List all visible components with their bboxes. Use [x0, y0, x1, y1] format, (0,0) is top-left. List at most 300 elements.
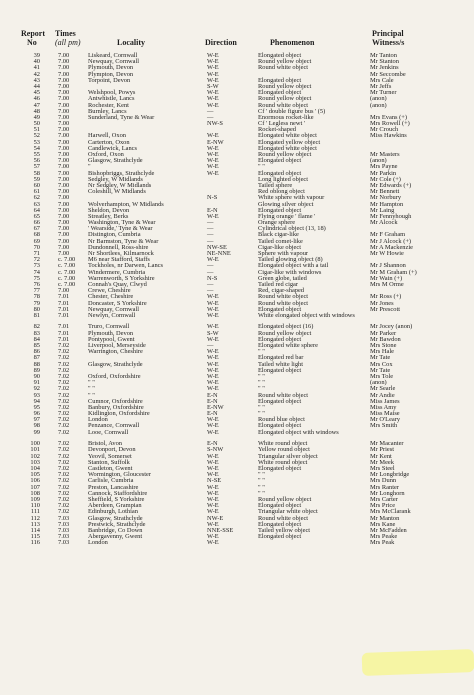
- report-locality: Carterton, Oxon: [88, 138, 130, 146]
- report-direction: —: [207, 262, 214, 270]
- report-phenomenon: " ": [258, 410, 265, 418]
- report-phenomenon: " ": [258, 489, 265, 497]
- report-direction: —: [207, 107, 214, 115]
- report-time: 7.02: [58, 403, 70, 411]
- report-locality: Welshpool, Powys: [88, 89, 136, 97]
- report-time: 7.02: [58, 391, 70, 399]
- report-witness: Mr A Mackenzie: [370, 243, 413, 251]
- report-number: 66: [33, 219, 40, 227]
- report-number: 89: [33, 366, 40, 374]
- report-locality: Warrenworth, S Yorkshire: [88, 274, 155, 282]
- report-direction: W-E: [207, 428, 219, 436]
- report-phenomenon: Triangular silver object: [258, 452, 318, 460]
- report-witness: Mr Parker: [370, 329, 397, 337]
- report-witness: Mr Searle: [370, 385, 396, 393]
- report-phenomenon: Elongated object: [258, 305, 302, 313]
- report-locality: Distington, Cumbria: [88, 231, 141, 239]
- report-time: 7.02: [58, 372, 70, 380]
- report-number: 105: [30, 471, 40, 479]
- report-direction: E-N: [207, 206, 218, 214]
- report-time: 7.02: [58, 422, 70, 430]
- report-direction: E-N: [207, 410, 218, 418]
- report-witness: Miss Hawkins: [370, 132, 407, 140]
- report-number: 44: [33, 82, 40, 90]
- report-direction: W-E: [207, 452, 219, 460]
- report-direction: W-E: [207, 483, 219, 491]
- report-number: 41: [33, 64, 40, 72]
- report-direction: W-E: [207, 163, 219, 171]
- report-witness: Mrs Stone: [370, 342, 397, 350]
- report-time: 7.02: [58, 354, 70, 362]
- report-locality: Harwell, Oxon: [88, 132, 126, 140]
- report-direction: —: [207, 237, 214, 245]
- report-phenomenon: " ": [258, 379, 265, 387]
- report-time: 7.00: [58, 138, 70, 146]
- report-locality: Burnley, Lancs: [88, 107, 127, 115]
- report-number: 92: [33, 385, 40, 393]
- report-time: 7.01: [58, 323, 70, 331]
- report-number: 69: [33, 237, 40, 245]
- report-time: 7.00: [58, 237, 70, 245]
- report-time: 7.02: [58, 440, 70, 448]
- report-witness: Mrs Kane: [370, 520, 396, 528]
- report-direction: S-NW: [207, 446, 224, 454]
- header-witness: Witness/s: [372, 38, 405, 47]
- report-locality: Nr Barmston, Tyne & Wear: [88, 237, 159, 245]
- report-direction: W-E: [207, 533, 219, 541]
- report-number: 64: [33, 206, 40, 214]
- report-locality: Wolverhampton, W Midlands: [88, 200, 164, 208]
- report-phenomenon: Tailed glowing object (8): [258, 256, 323, 264]
- report-direction: W-E: [207, 64, 219, 72]
- report-witness: Mr Turner: [370, 89, 397, 97]
- report-locality: Aberdeen, Grampian: [88, 502, 142, 510]
- report-phenomenon: Cylindrical object (13, 18): [258, 225, 326, 233]
- report-witness: Mr Cole (+): [370, 175, 401, 183]
- report-direction: E-N: [207, 397, 218, 405]
- report-time: 7.00: [58, 157, 70, 165]
- report-direction: W-E: [207, 101, 219, 109]
- report-time: 7.01: [58, 305, 70, 313]
- report-locality: Truro, Cornwall: [88, 323, 130, 331]
- report-phenomenon: Round white object: [258, 514, 309, 522]
- report-locality: Cumnor, Oxfordshire: [88, 397, 143, 405]
- report-phenomenon: Flying orange ' flame ': [258, 212, 316, 220]
- report-number: 61: [33, 188, 40, 196]
- report-locality: " ": [88, 379, 95, 387]
- report-phenomenon: White sphere with vapour: [258, 194, 325, 202]
- report-witness: Mr Masters: [370, 151, 400, 158]
- highlighter-mark: [362, 649, 474, 676]
- report-witness: Mr Manton: [370, 514, 400, 522]
- report-witness: Mrs McClarank: [370, 508, 411, 516]
- report-time: 7.02: [58, 397, 70, 405]
- report-number: 93: [33, 391, 40, 399]
- report-phenomenon: " ": [258, 348, 265, 356]
- report-time: 7.02: [58, 471, 70, 479]
- report-time: 7.03: [58, 520, 70, 528]
- report-locality: Glasgow, Strathclyde: [88, 157, 143, 165]
- report-number: 54: [33, 144, 40, 152]
- report-phenomenon: Cf ' Legless newt ': [258, 120, 306, 128]
- report-locality: Newquay, Cornwall: [88, 58, 140, 66]
- report-number: 77: [33, 287, 40, 295]
- report-number: 40: [33, 58, 40, 66]
- report-time: 7.00: [58, 194, 70, 202]
- report-witness: (anon): [370, 95, 387, 103]
- header-times: Times: [55, 29, 76, 38]
- report-number: 46: [33, 95, 40, 103]
- report-direction: —: [207, 287, 214, 295]
- report-direction: NW-E: [207, 514, 224, 522]
- report-witness: Mr W Howie: [370, 250, 404, 257]
- report-phenomenon: Elongated white object: [258, 144, 317, 152]
- report-number: 96: [33, 410, 40, 418]
- report-number: 55: [33, 151, 40, 158]
- report-time: 7.00: [58, 169, 70, 177]
- report-number: 76: [33, 280, 40, 288]
- report-witness: Mr J Shannon: [370, 262, 406, 270]
- report-locality: Crewe, Cheshire: [88, 287, 131, 295]
- report-phenomenon: Round white object: [258, 391, 309, 399]
- report-time: 7.00: [58, 200, 70, 208]
- report-time: 7.03: [58, 539, 70, 547]
- report-time: 7.02: [58, 458, 70, 466]
- report-number: 109: [30, 495, 40, 503]
- report-phenomenon: Elongated white object: [258, 132, 317, 140]
- report-phenomenon: Long lighted object: [258, 175, 309, 183]
- report-time: 7.00: [58, 70, 70, 78]
- header-all-pm: (all pm): [55, 38, 81, 47]
- report-phenomenon: Elongated object: [258, 157, 302, 165]
- report-number: 50: [33, 120, 40, 128]
- report-witness: Mrs Evans (+): [370, 113, 407, 121]
- report-phenomenon: Elongated object: [258, 366, 302, 374]
- report-phenomenon: Elongated red bar: [258, 354, 304, 362]
- report-direction: S-W: [207, 329, 219, 337]
- report-witness: Mr Bawdon: [370, 335, 401, 343]
- report-direction: —: [207, 219, 214, 227]
- report-number: 108: [30, 489, 40, 497]
- report-direction: W-E: [207, 416, 219, 424]
- report-number: 73: [33, 262, 40, 270]
- report-number: 58: [33, 169, 40, 177]
- report-witness: Mrs Cale: [370, 76, 394, 84]
- report-phenomenon: Yellow round object: [258, 446, 310, 454]
- report-number: 56: [33, 157, 40, 165]
- report-phenomenon: " ": [258, 471, 265, 479]
- report-number: 102: [30, 452, 40, 460]
- report-number: 112: [30, 514, 40, 522]
- report-direction: —: [207, 342, 214, 350]
- report-time: 7.02: [58, 385, 70, 393]
- report-direction: W-E: [207, 520, 219, 528]
- report-witness: Mrs Cox: [370, 360, 393, 368]
- report-number: 74: [33, 268, 40, 276]
- report-time: 7.01: [58, 311, 70, 319]
- report-direction: W-E: [207, 311, 219, 319]
- report-locality: Candlewick, Lancs: [88, 144, 137, 152]
- report-phenomenon: Red, cigar-shaped: [258, 287, 305, 295]
- report-table: [0, 53, 474, 546]
- report-number: 91: [33, 379, 40, 387]
- report-phenomenon: Elongated object: [258, 76, 302, 84]
- report-witness: Mr McFadden: [370, 526, 407, 534]
- report-direction: NNE-SSE: [207, 526, 234, 534]
- report-time: 7.02: [58, 452, 70, 460]
- report-witness: (anon): [370, 379, 387, 387]
- report-phenomenon: " ": [258, 385, 265, 393]
- report-locality: Wormington, Gloucester: [88, 471, 152, 479]
- report-number: 88: [33, 360, 40, 368]
- report-number: 51: [33, 126, 40, 134]
- report-direction: W-E: [207, 502, 219, 510]
- report-time: 7.03: [58, 533, 70, 541]
- report-time: 7.02: [58, 489, 70, 497]
- report-witness: Mrs Ranter: [370, 483, 399, 491]
- report-locality: Rochester, Kent: [88, 101, 129, 109]
- report-time: 7.02: [58, 379, 70, 387]
- report-locality: Sedgley, W Midlands: [88, 175, 143, 183]
- report-time: c. 7.00: [58, 280, 76, 288]
- report-number: 104: [30, 465, 40, 472]
- report-time: 7.02: [58, 342, 70, 350]
- report-phenomenon: Round yellow object: [258, 495, 312, 503]
- report-time: 7.00: [58, 188, 70, 196]
- report-direction: W-E: [207, 422, 219, 430]
- report-number: 81: [33, 311, 40, 319]
- report-direction: W-E: [207, 323, 219, 331]
- table-row: [0, 540, 474, 546]
- report-time: 7.02: [58, 495, 70, 503]
- report-locality: Pontypool, Gwent: [88, 335, 135, 343]
- report-direction: W-E: [207, 495, 219, 503]
- report-phenomenon: Rocket-shaped: [258, 126, 296, 134]
- report-time: 7.00: [58, 250, 70, 257]
- header-direction: Direction: [205, 38, 237, 47]
- report-locality: Sheffield, S Yorkshire: [88, 495, 145, 503]
- report-locality: Edinburgh, Lothian: [88, 508, 138, 516]
- report-witness: Mr Parkin: [370, 169, 397, 177]
- report-witness: Mr Seccombe: [370, 70, 406, 78]
- report-time: 7.00: [58, 58, 70, 66]
- header-phenomenon: Phenomenon: [270, 38, 315, 47]
- report-number: 65: [33, 212, 40, 220]
- report-phenomenon: Cf ' double figure bus ' (5): [258, 107, 326, 115]
- report-direction: W-E: [207, 458, 219, 466]
- report-time: 7.00: [58, 64, 70, 72]
- report-witness: Mr O'Leary: [370, 416, 401, 424]
- report-phenomenon: Elongated object: [258, 89, 302, 97]
- report-phenomenon: Round white object: [258, 293, 309, 301]
- report-direction: —: [207, 225, 214, 233]
- report-phenomenon: Glowing silver object: [258, 200, 314, 208]
- report-time: 7.00: [58, 212, 70, 220]
- report-witness: Mr Edwards (+): [370, 181, 412, 189]
- report-phenomenon: " ": [258, 163, 265, 171]
- report-direction: W-E: [207, 169, 219, 177]
- report-locality: Oxford, Oxfordshire: [88, 372, 141, 380]
- report-locality: Newquay, Cornwall: [88, 305, 140, 313]
- report-locality: Bristol, Avon: [88, 440, 122, 448]
- report-locality: ' Wearside,' Tyne & Wear: [88, 225, 153, 233]
- report-locality: Antwhistle, Lancs: [88, 95, 135, 103]
- report-phenomenon: Enormous rocket-like: [258, 113, 314, 121]
- report-direction: W-E: [207, 70, 219, 78]
- report-direction: W-E: [207, 256, 219, 264]
- report-phenomenon: " ": [258, 372, 265, 380]
- report-number: 67: [33, 225, 40, 233]
- report-phenomenon: " ": [258, 403, 265, 411]
- report-witness: Mr Macanter: [370, 440, 404, 448]
- report-time: 7.00: [58, 175, 70, 183]
- report-time: 7.03: [58, 514, 70, 522]
- report-direction: W-E: [207, 58, 219, 66]
- report-direction: W-E: [207, 539, 219, 547]
- report-locality: Doncaster, S Yorkshire: [88, 299, 147, 307]
- report-number: 98: [33, 422, 40, 430]
- report-direction: W-E: [207, 144, 219, 152]
- report-time: 7.00: [58, 151, 70, 158]
- report-locality: Plympton, Devon: [88, 70, 134, 78]
- report-time: 7.02: [58, 410, 70, 418]
- report-number: 62: [33, 194, 40, 202]
- report-locality: Oxford, Oxon: [88, 151, 124, 158]
- report-locality: Castleton, Gwent: [88, 465, 133, 472]
- report-witness: Mr Laing: [370, 206, 395, 214]
- report-direction: W-E: [207, 379, 219, 387]
- report-time: 7.00: [58, 76, 70, 84]
- report-phenomenon: Round yellow object: [258, 82, 312, 90]
- report-time: c. 7.00: [58, 262, 76, 270]
- report-number: 101: [30, 446, 40, 454]
- report-locality: Plymouth, Devon: [88, 329, 134, 337]
- report-phenomenon: Round yellow object: [258, 151, 312, 158]
- report-direction: NE-NNE: [207, 250, 231, 257]
- report-locality: Streatley, Berks: [88, 212, 129, 220]
- report-phenomenon: Elongated object: [258, 520, 302, 528]
- report-time: 7.02: [58, 360, 70, 368]
- header-no: No: [27, 38, 37, 47]
- report-phenomenon: Tailed red cigar: [258, 280, 299, 288]
- report-phenomenon: Round blue object: [258, 416, 305, 424]
- report-time: 7.01: [58, 335, 70, 343]
- report-witness: Mr Longbridge: [370, 471, 410, 479]
- report-number: 59: [33, 175, 40, 183]
- report-phenomenon: Round yellow object: [258, 329, 312, 337]
- report-locality: Devonport, Devon: [88, 446, 136, 454]
- report-locality: Bishopbriggs, Strathclyde: [88, 169, 155, 177]
- report-witness: Mr Jenkins: [370, 64, 399, 72]
- report-witness: Mr Tate: [370, 354, 391, 362]
- report-number: 75: [33, 274, 40, 282]
- report-number: 42: [33, 70, 40, 78]
- report-witness: Mr Crouch: [370, 126, 399, 134]
- report-direction: W-E: [207, 151, 219, 158]
- report-phenomenon: Elongated object: [258, 397, 302, 405]
- report-time: 7.00: [58, 231, 70, 239]
- report-locality: M6 near Stafford, Staffs: [88, 256, 150, 264]
- report-locality: Washington, Tyne & Wear: [88, 219, 156, 227]
- report-number: 116: [30, 539, 40, 547]
- report-witness: Mr Jeffs: [370, 82, 392, 90]
- report-number: 49: [33, 113, 40, 121]
- report-time: 7.00: [58, 82, 70, 90]
- report-direction: W-E: [207, 372, 219, 380]
- report-phenomenon: Tailed white light: [258, 360, 303, 368]
- report-witness: Mr Alcock: [370, 219, 398, 227]
- report-time: 7.02: [58, 508, 70, 516]
- report-direction: E-N: [207, 391, 218, 399]
- report-time: 7.00: [58, 120, 70, 128]
- report-phenomenon: Elongated object: [258, 169, 302, 177]
- report-time: c. 7.00: [58, 274, 76, 282]
- report-time: 7.02: [58, 428, 70, 436]
- report-phenomenon: Elongated object (16): [258, 323, 314, 331]
- report-number: 72: [33, 256, 40, 264]
- report-direction: —: [207, 113, 214, 121]
- report-locality: Preston, Lancashire: [88, 483, 139, 491]
- header-locality: Locality: [117, 38, 145, 47]
- report-direction: W-E: [207, 354, 219, 362]
- report-direction: E-NW: [207, 138, 224, 146]
- report-phenomenon: White round object: [258, 440, 308, 448]
- report-number: 107: [30, 483, 40, 491]
- report-number: 110: [30, 502, 40, 510]
- report-time: c. 7.00: [58, 268, 76, 276]
- report-witness: Miss Amy: [370, 403, 397, 411]
- report-time: 7.02: [58, 366, 70, 374]
- report-locality: Chester, Cheshire: [88, 293, 134, 301]
- report-witness: Mrs Steel: [370, 465, 395, 472]
- report-number: 63: [33, 200, 40, 208]
- report-locality: Carlisle, Cumbria: [88, 477, 134, 485]
- header-principal: Principal: [372, 29, 404, 38]
- report-locality: Newlyn, Cornwall: [88, 311, 136, 319]
- report-direction: —: [207, 268, 214, 276]
- report-witness: (anon): [370, 101, 387, 109]
- report-locality: Sheldon, Devon: [88, 206, 130, 214]
- report-phenomenon: Tailed sphere: [258, 181, 293, 189]
- report-witness: Mr Wain (+): [370, 274, 403, 282]
- report-time: 7.01: [58, 293, 70, 301]
- report-number: 106: [30, 477, 40, 485]
- report-time: 7.00: [58, 101, 70, 109]
- report-phenomenon: Elongated object: [258, 533, 302, 541]
- report-witness: Mr Hampton: [370, 200, 404, 208]
- report-number: 87: [33, 354, 40, 362]
- report-number: 103: [30, 458, 40, 466]
- report-direction: W-E: [207, 76, 219, 84]
- report-time: 7.03: [58, 526, 70, 534]
- report-locality: Looe, Cornwall: [88, 428, 129, 436]
- report-locality: Sunderland, Tyne & Wear: [88, 113, 155, 121]
- report-number: 48: [33, 107, 40, 115]
- report-witness: Mr Andie: [370, 391, 395, 399]
- report-phenomenon: Round yellow object: [258, 58, 312, 66]
- report-number: 114: [30, 526, 40, 534]
- report-direction: W-E: [207, 465, 219, 472]
- report-number: 97: [33, 416, 40, 424]
- report-direction: W-E: [207, 335, 219, 343]
- report-witness: Mr Fennyhough: [370, 212, 412, 220]
- report-phenomenon: Elongated object: [258, 52, 302, 59]
- report-direction: W-E: [207, 132, 219, 140]
- report-time: 7.00: [58, 107, 70, 115]
- report-locality: Torpoint, Devon: [88, 76, 131, 84]
- report-direction: NW-S: [207, 120, 223, 128]
- report-locality: Abergavenny, Gwent: [88, 533, 143, 541]
